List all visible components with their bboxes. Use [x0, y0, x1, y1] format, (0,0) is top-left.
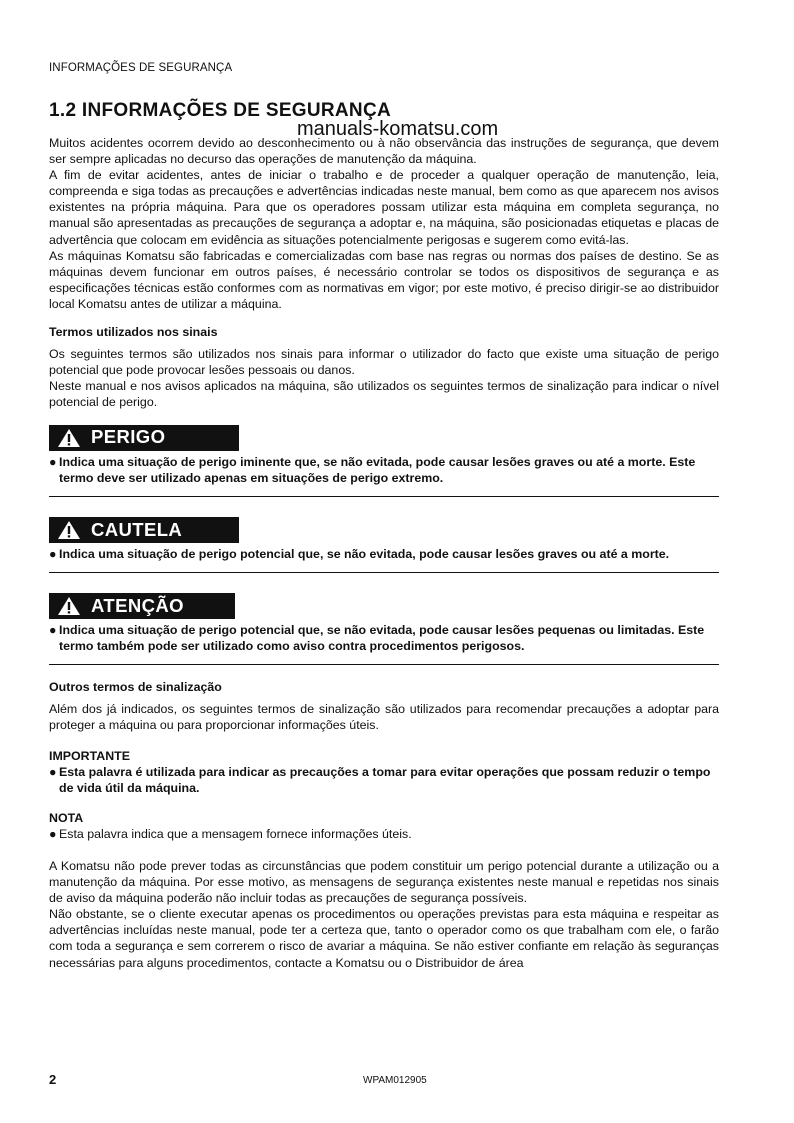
importante-item	[49, 764, 719, 796]
bullet-icon: ●	[49, 826, 57, 841]
signal-description: Indica uma situação de perigo iminente que, se não evitada, pode causar lesões graves ou até a morte. Este termo deve ser utilizado apenas em situações de perigo extremo.	[59, 454, 696, 485]
terms-heading: Termos utilizados nos sinais	[49, 325, 218, 340]
nota-label: NOTA	[49, 810, 84, 825]
intro-paragraph: As máquinas Komatsu são fabricadas e comercializadas com base nas regras ou normas dos países de destino. Se as máquinas devem funcionar em outros países, é necessário controlar se todos os dispositivos de segurança e as especificações técnicas estão conformes com as normativas em vigor; por este motivo, é preciso dirigir-se ao distribuidor local Komatsu antes de utilizar a máquina.	[49, 248, 719, 311]
terms-paragraph: Neste manual e nos avisos aplicados na máquina, são utilizados os seguintes termos de sinalização para indicar o nível potencial de perigo.	[49, 379, 719, 410]
other-terms-paragraph: Além dos já indicados, os seguintes termos de sinalização são utilizados para recomendar precauções a adoptar para proteger a máquina ou para proporcionar informações úteis.	[49, 702, 719, 733]
nota-text: Esta palavra indica que a mensagem fornece informações úteis.	[59, 826, 412, 841]
watermark: manuals-komatsu.com	[297, 118, 499, 140]
warning-triangle-icon	[57, 520, 81, 540]
intro-paragraph: A fim de evitar acidentes, antes de iniciar o trabalho e de proceder a qualquer operação de manutenção, leia, compreenda e siga todas as precauções e advertências indicadas neste manual, bem como as que aparecem nos avisos existentes na própria máquina. Para que os operadores possam utilizar esta máquina em completa segurança, no manual são apresentadas as precauções de segurança a adoptar e, na máquina, são posicionadas etiquetas e placas de advertência que colocam em evidência as situações potencialmente perigosas e sugerem como evitá-las.	[49, 168, 719, 247]
signal-label-box	[49, 425, 239, 451]
signal-label: CAUTELA	[91, 518, 183, 540]
other-terms-heading: Outros termos de sinalização	[49, 680, 222, 695]
document-code: WPAM012905	[363, 1075, 427, 1086]
divider	[49, 572, 719, 573]
warning-triangle-icon	[57, 428, 81, 448]
divider	[49, 496, 719, 497]
signal-text	[49, 620, 719, 660]
bullet-icon: ●	[49, 623, 57, 638]
signal-atencao	[49, 593, 719, 665]
nota-item	[49, 826, 719, 842]
signal-label-box	[49, 593, 235, 619]
signal-text	[49, 544, 719, 568]
signal-description: Indica uma situação de perigo potencial que, se não evitada, pode causar lesões pequenas ou limitadas. Este termo também pode ser utilizado como aviso contra procedimentos perigosos.	[59, 623, 705, 654]
importante-label: IMPORTANTE	[49, 748, 130, 763]
divider	[49, 664, 719, 665]
document-page	[49, 0, 719, 1123]
signal-text	[49, 452, 719, 492]
warning-triangle-icon	[57, 596, 81, 616]
signal-label: PERIGO	[91, 426, 166, 448]
signal-description: Indica uma situação de perigo potencial que, se não evitada, pode causar lesões graves ou até a morte.	[59, 546, 670, 561]
page-content	[49, 135, 719, 971]
bullet-icon: ●	[49, 764, 57, 779]
signal-perigo	[49, 425, 719, 497]
bullet-icon: ●	[49, 546, 57, 561]
signal-cautela	[49, 517, 719, 573]
section-title: 1.2 INFORMAÇÕES DE SEGURANÇA	[49, 100, 391, 121]
importante-text: Esta palavra é utilizada para indicar as precauções a tomar para evitar operações que possam reduzir o tempo de vida útil da máquina.	[59, 764, 711, 795]
closing-paragraph: Não obstante, se o cliente executar apenas os procedimentos ou operações previstas para esta máquina e respeitar as advertências incluídas neste manual, pode ter a certeza que, tanto o operador como os que trabalham com ele, o farão com toda a segurança e sem correrem o risco de avariar a máquina. Se não estiver confiante em relação às seguranças necessárias para alguns procedimentos, contacte a Komatsu ou o Distribuidor de área	[49, 907, 719, 970]
signal-label: ATENÇÃO	[91, 594, 184, 616]
page-number: 2	[49, 1072, 57, 1087]
closing-paragraph: A Komatsu não pode prever todas as circunstâncias que podem constituir um perigo potencial durante a utilização ou a manutenção da máquina. Por esse motivo, as mensagens de segurança existentes neste manual e repetidas nos sinais de aviso da máquina poderão não incluir todas as precauções de segurança possíveis.	[49, 859, 719, 906]
intro-paragraph: Muitos acidentes ocorrem devido ao desconhecimento ou à não observância das instruções de segurança, que devem ser sempre aplicadas no decurso das operações de manutenção da máquina.	[49, 136, 719, 167]
terms-paragraph: Os seguintes termos são utilizados nos sinais para informar o utilizador do facto que existe uma situação de perigo potencial que pode provocar lesões pessoais ou danos.	[49, 347, 719, 378]
bullet-icon: ●	[49, 454, 57, 469]
running-header: INFORMAÇÕES DE SEGURANÇA	[49, 62, 233, 74]
signal-label-box	[49, 517, 239, 543]
